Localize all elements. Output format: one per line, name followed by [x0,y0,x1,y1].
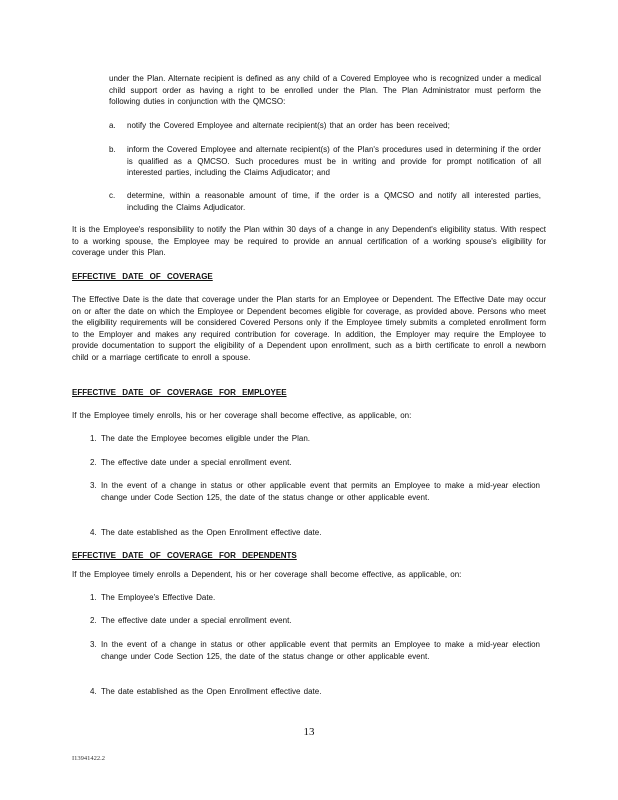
intro-paragraph-text: under the Plan. Alternate recipient is defined as any child of a Covered Employee who is recognized under a medical child support order as having a right to be enrolled under the Plan. The Plan Administrator must perform the following duties in conjunction with the QMCSO: [109,74,541,106]
document-id: I13941422.2 [72,755,106,762]
intro-paragraph [109,73,541,108]
dependents-lead-text: If the Employee timely enrolls a Dependent, his or her coverage shall become effective, as applicable, on: [72,570,462,579]
coverage-paragraph [72,294,546,363]
dependent-item [90,615,540,627]
dependent-item-mark: 4. [90,687,97,696]
dependent-item [90,639,540,662]
dependent-item-text: The Employee's Effective Date. [101,593,216,602]
responsibility-text: It is the Employee's responsibility to notify the Plan within 30 days of a change in any Dependent's eligibility status. With respect to a working spouse, the Employee may be required to provide an annual certification of a working spouse's eligibility for coverage under this Plan. [72,225,546,257]
employee-lead-text: If the Employee timely enrolls, his or her coverage shall become effective, as applicable, on: [72,411,412,420]
duty-item [109,144,541,179]
page-number: 13 [303,726,315,738]
employee-item-text: In the event of a change in status or other applicable event that permits an Employee to make a mid-year election change under Code Section 125, the date of the status change or other applicable event. [101,481,540,502]
coverage-text: The Effective Date is the date that coverage under the Plan starts for an Employee or Dependent. The Effective Date may occur on or after the date on which the Employee or Dependent becomes eligible for coverage, as provided above. Persons who meet the eligibility requirements will be considered Covered Persons only if the Employee timely submits a completed enrollment form to the Employer and makes any required contribution for coverage. In addition, the Employer may require the Employee to provide documentation to support the eligibility of a Dependent upon enrollment, such as a birth certificate to enroll a newborn child or a marriage certificate to enroll a spouse. [72,295,546,362]
employee-item [90,457,540,469]
section-heading-employee: EFFECTIVE DATE OF COVERAGE FOR EMPLOYEE [72,388,287,397]
employee-item [90,480,540,503]
employee-item-mark: 2. [90,458,97,467]
dependent-item-mark: 3. [90,640,97,649]
employee-item-text: The date the Employee becomes eligible under the Plan. [101,434,311,443]
duty-text: inform the Covered Employee and alternate recipient(s) of the Plan's procedures used in determining if the order is qualified as a QMCSO. Such procedures must be in writing and provide for prompt notification of all interested parties, including the Claims Adjudicator; and [127,145,541,177]
dependent-item [90,592,540,604]
employee-item [90,527,540,539]
duty-mark: c. [109,191,116,200]
employee-item-text: The effective date under a special enrollment event. [101,458,292,467]
employee-item-mark: 1. [90,434,97,443]
employee-item-mark: 3. [90,481,97,490]
duty-text: determine, within a reasonable amount of time, if the order is a QMCSO and notify all interested parties, including the Claims Adjudicator. [127,191,541,212]
employee-item-mark: 4. [90,528,97,537]
dependent-item [90,686,540,698]
duty-text: notify the Covered Employee and alternate recipient(s) that an order has been received; [127,121,450,130]
duty-item [109,120,541,132]
dependent-item-text: The effective date under a special enrollment event. [101,616,292,625]
employee-item [90,433,540,445]
dependent-item-mark: 1. [90,593,97,602]
dependent-item-mark: 2. [90,616,97,625]
employee-lead [72,410,546,422]
duty-mark: a. [109,121,116,130]
duties-list-b [109,144,541,179]
duties-list [109,120,541,132]
duties-list-c [109,190,541,213]
section-heading-dependents: EFFECTIVE DATE OF COVERAGE FOR DEPENDENTS [72,551,297,560]
dependent-item-text: In the event of a change in status or other applicable event that permits an Employee to make a mid-year election change under Code Section 125, the date of the status change or other applicable event. [101,640,540,661]
duty-item [109,190,541,213]
duty-mark: b. [109,145,116,154]
dependents-lead [72,569,546,581]
responsibility-paragraph [72,224,546,259]
dependent-item-text: The date established as the Open Enrollment effective date. [101,687,322,696]
employee-item-text: The date established as the Open Enrollment effective date. [101,528,322,537]
section-heading-coverage: EFFECTIVE DATE OF COVERAGE [72,272,213,281]
